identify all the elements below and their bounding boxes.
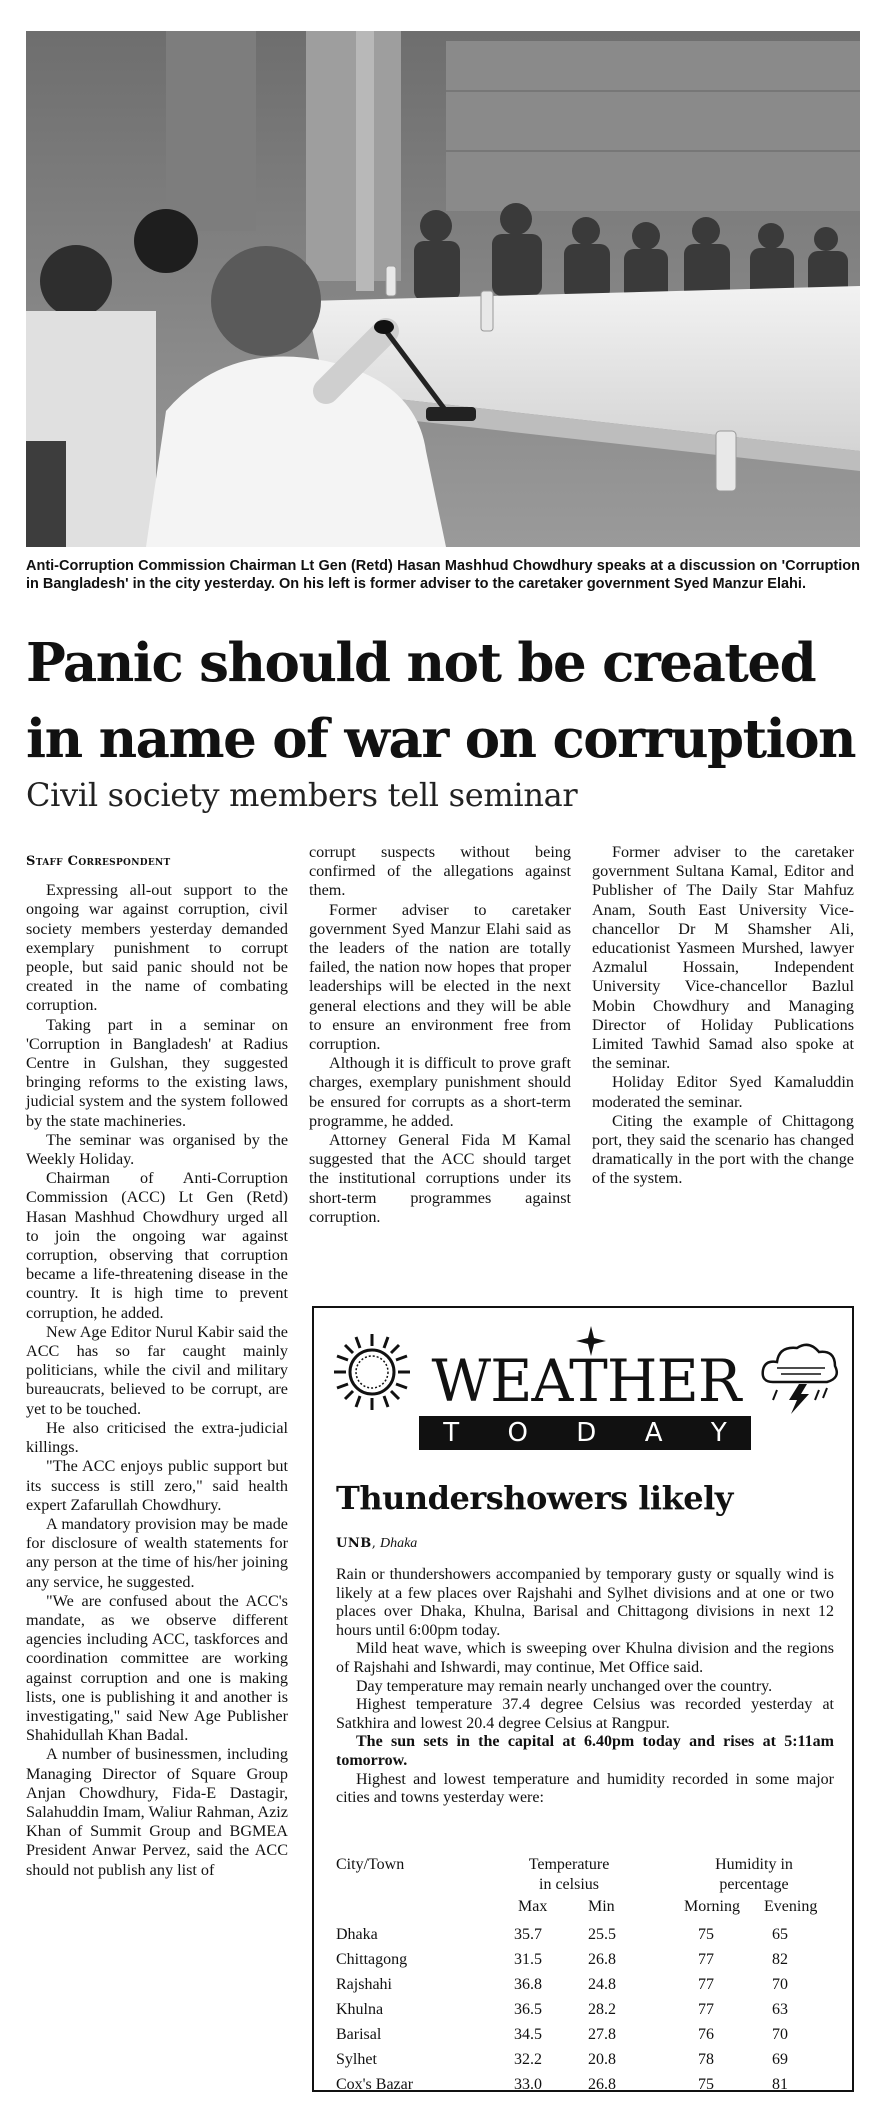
header-temperature: Temperature bbox=[528, 1856, 610, 1873]
weather-paragraph: Mild heat wave, which is sweeping over Khulna division and the regions of Rajshahi and Ishwardi, may continue, Met Office said. bbox=[336, 1640, 834, 1676]
weather-agency: UNB bbox=[336, 1536, 372, 1551]
cell-min: 27.8 bbox=[588, 2026, 616, 2043]
cell-city: Cox's Bazar bbox=[336, 2076, 414, 2093]
cell-city: Sylhet bbox=[336, 2051, 377, 2068]
cell-morning: 75 bbox=[698, 2076, 714, 2093]
cell-city: Rajshahi bbox=[336, 1976, 392, 1993]
weather-paragraph-sun: The sun sets in the capital at 6.40pm today and rises at 5:11am tomorrow. bbox=[336, 1733, 834, 1769]
article-column-3 bbox=[592, 843, 854, 1189]
article-paragraph: Former adviser to the caretaker government Sultana Kamal, Editor and Publisher of The Daily Star Mahfuz Anam, South East University Vice-chancellor Dr M Shamsher Ali, educationist Yasmeen Murshed, lawyer Azmalul Hossain, Independent University Vice-chancellor Bazlul Mobin Chowdhury and Managing Director of Holiday Publications Limited Tawhid Samad also spoke at the seminar. bbox=[592, 843, 854, 1073]
header-city: City/Town bbox=[336, 1856, 405, 1873]
table-row bbox=[336, 1926, 834, 1951]
weather-headline: Thundershowers likely bbox=[336, 1479, 733, 1517]
cell-max: 36.8 bbox=[514, 1976, 542, 1993]
thundercloud-icon bbox=[759, 1338, 841, 1416]
header-min: Min bbox=[588, 1898, 615, 1915]
header-humidity: Humidity in bbox=[715, 1856, 793, 1873]
header-humidity-unit: percentage bbox=[719, 1876, 789, 1893]
cell-evening: 63 bbox=[772, 2001, 788, 2018]
article-paragraph: A number of businessmen, including Managing Director of Square Group Anjan Chowdhury, Fida-E Dastagir, Salahuddin Imam, Waliur Rahman, Aziz Khan of Summit Group and BGMEA President Anwar Pervez, said the ACC should not publish any list of bbox=[26, 1745, 288, 1879]
article-paragraph: Holiday Editor Syed Kamaluddin moderated the seminar. bbox=[592, 1073, 854, 1111]
cell-morning: 76 bbox=[698, 2026, 714, 2043]
weather-logo-word: WEATHER bbox=[431, 1347, 741, 1415]
header-max: Max bbox=[518, 1898, 548, 1915]
seminar-photo bbox=[26, 31, 860, 547]
weather-paragraph: Day temperature may remain nearly unchanged over the country. bbox=[356, 1677, 773, 1695]
weather-table-header bbox=[336, 1856, 834, 1926]
cell-morning: 75 bbox=[698, 1926, 714, 1943]
cell-evening: 70 bbox=[772, 2026, 788, 2043]
weather-body bbox=[336, 1566, 834, 1808]
cell-min: 26.8 bbox=[588, 2076, 616, 2093]
sun-icon bbox=[332, 1332, 412, 1412]
header-temperature-unit: in celsius bbox=[539, 1876, 599, 1893]
article-paragraph: Expressing all-out support to the ongoing war against corruption, civil society members yesterday demanded exemplary punishment to corrupt people, but said panic should not be created in the name of combating corruption. bbox=[26, 881, 288, 1015]
cell-morning: 78 bbox=[698, 2051, 714, 2068]
cell-city: Khulna bbox=[336, 2001, 384, 2018]
article-paragraph: He also criticised the extra-judicial killings. bbox=[26, 1418, 288, 1457]
header-evening: Evening bbox=[764, 1898, 818, 1915]
table-row bbox=[336, 2051, 834, 2076]
cell-evening: 82 bbox=[772, 1951, 788, 1968]
weather-dateline: Dhaka bbox=[379, 1536, 418, 1551]
article-paragraph: corrupt suspects without being confirmed of the allegations against them. bbox=[309, 843, 571, 900]
cell-city: Chittagong bbox=[336, 1951, 408, 1968]
article-subheadline: Civil society members tell seminar bbox=[26, 776, 578, 814]
article-paragraph: "We are confused about the ACC's mandate, as we observe different agencies including ACC, taskforces and coordination committee are working against corruption and one is making lists, one is publishing it and another is investigating," said New Age Publisher Shahidullah Khan Badal. bbox=[26, 1591, 288, 1745]
today-letter: T bbox=[443, 1418, 460, 1448]
article-paragraph: The seminar was organised by the Weekly Holiday. bbox=[26, 1130, 288, 1169]
article-column-2 bbox=[309, 843, 571, 1227]
today-letter: Y bbox=[710, 1418, 727, 1448]
cell-evening: 65 bbox=[772, 1926, 788, 1943]
weather-logo-today bbox=[419, 1416, 751, 1450]
cell-min: 20.8 bbox=[588, 2051, 616, 2068]
article-paragraph: Taking part in a seminar on 'Corruption in Bangladesh' at Radius Centre in Gulshan, they suggested bringing reforms to the existing laws, judicial system and the system followed by the state machineries. bbox=[26, 1015, 288, 1130]
article-paragraph: "The ACC enjoys public support but its success is still zero," said health expert Zafarullah Chowdhury. bbox=[26, 1457, 288, 1514]
today-letter: O bbox=[507, 1418, 528, 1448]
table-row bbox=[336, 2026, 834, 2051]
weather-box bbox=[312, 1306, 854, 2092]
cell-max: 32.2 bbox=[514, 2051, 542, 2068]
cell-morning: 77 bbox=[698, 2001, 714, 2018]
today-letter: D bbox=[576, 1418, 597, 1448]
table-row bbox=[336, 2076, 834, 2101]
cell-min: 28.2 bbox=[588, 2001, 616, 2018]
weather-paragraph: Highest and lowest temperature and humidity recorded in some major cities and towns yesterday were: bbox=[336, 1770, 834, 1807]
cell-evening: 81 bbox=[772, 2076, 788, 2093]
cell-max: 31.5 bbox=[514, 1951, 542, 1968]
article-headline: Panic should not be created in name of war on corruption bbox=[26, 632, 856, 770]
seminar-photo-illustration bbox=[26, 31, 860, 547]
cell-evening: 70 bbox=[772, 1976, 788, 1993]
cell-min: 25.5 bbox=[588, 1926, 616, 1943]
cell-city: Dhaka bbox=[336, 1926, 378, 1943]
article-paragraph: Attorney General Fida M Kamal suggested that the ACC should target the institutional corruptions under its short-term programmes against corruption. bbox=[309, 1131, 571, 1226]
cell-max: 35.7 bbox=[514, 1926, 542, 1943]
cell-max: 34.5 bbox=[514, 2026, 542, 2043]
weather-table bbox=[336, 1856, 834, 2101]
cell-city: Barisal bbox=[336, 2026, 382, 2043]
cell-evening: 69 bbox=[772, 2051, 788, 2068]
cell-morning: 77 bbox=[698, 1951, 714, 1968]
cell-min: 26.8 bbox=[588, 1951, 616, 1968]
article-paragraph: Chairman of Anti-Corruption Commission (ACC) Lt Gen (Retd) Hasan Mashhud Chowdhury urged all to join the ongoing war against corruption, observing that corruption became a life-threatening disease in the country. It is high time to prevent corruption, he added. bbox=[26, 1169, 288, 1322]
today-letter: A bbox=[644, 1418, 663, 1448]
table-row bbox=[336, 2001, 834, 2026]
article-paragraph: Citing the example of Chittagong port, they said the scenario has changed dramatically in the port with the change of the system. bbox=[592, 1111, 854, 1188]
weather-paragraph: Rain or thundershowers accompanied by temporary gusty or squally wind is likely at a few places over Rajshahi and Sylhet divisions and at one or two places over Dhaka, Khulna, Barisal and Chittagong divisions in next 12 hours until 6:00pm today. bbox=[336, 1566, 834, 1639]
cell-min: 24.8 bbox=[588, 1976, 616, 1993]
photo-caption: Anti-Corruption Commission Chairman Lt Gen (Retd) Hasan Mashhud Chowdhury speaks at a discussion on 'Corruption in Bangladesh' in the city yesterday. On his left is former adviser to the caretaker government Syed Manzur Elahi. bbox=[26, 558, 860, 592]
table-row bbox=[336, 1951, 834, 1976]
article-paragraph: New Age Editor Nurul Kabir said the ACC has so far caught mainly politicians, while the civil and military bureaucrats, believed to be corrupt, are yet to be touched. bbox=[26, 1322, 288, 1418]
weather-byline: UNB, Dhaka bbox=[336, 1536, 418, 1551]
header-morning: Morning bbox=[684, 1898, 740, 1915]
byline: Staff Correspondent bbox=[26, 854, 171, 869]
cell-max: 33.0 bbox=[514, 2076, 542, 2093]
article-paragraph: A mandatory provision may be made for disclosure of wealth statements for any person at the time of his/her joining any service, he suggested. bbox=[26, 1514, 288, 1591]
article-paragraph: Former adviser to caretaker government Syed Manzur Elahi said as the leaders of the nation are totally failed, the nation now hopes that proper leaderships will be elected in the next general elections and they will be able to ensure an environment free from corruption. bbox=[309, 900, 571, 1054]
article-paragraph: Although it is difficult to prove graft charges, exemplary punishment should be ensured for corrupts as a short-term programme, he added. bbox=[309, 1054, 571, 1130]
article-column-1 bbox=[26, 852, 288, 1880]
cell-morning: 77 bbox=[698, 1976, 714, 1993]
cell-max: 36.5 bbox=[514, 2001, 542, 2018]
table-row bbox=[336, 1976, 834, 2001]
weather-paragraph: Highest temperature 37.4 degree Celsius was recorded yesterday at Satkhira and lowest 20.4 degree Celsius at Rangpur. bbox=[336, 1696, 834, 1732]
